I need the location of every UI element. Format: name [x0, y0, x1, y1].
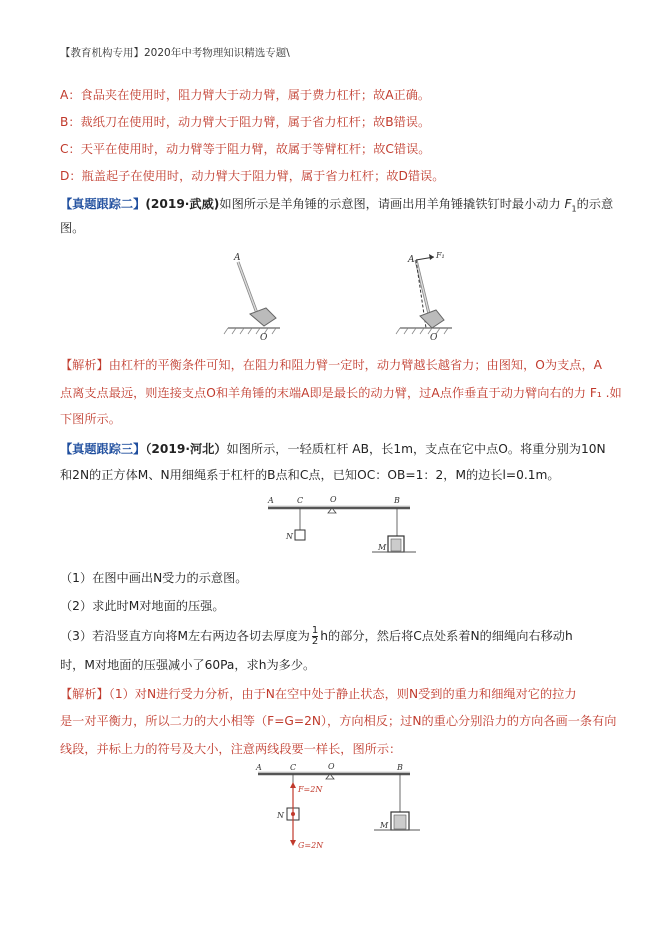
label-f1: F₁ [436, 251, 445, 260]
option-b: B：裁纸刀在使用时，动力臂大于阻力臂，属于省力杠杆；故B错误。 [60, 115, 431, 129]
question-2-text-tail: 的示意 [576, 197, 614, 211]
answer-2-line2: 点离支点最远，则连接支点O和羊角锤的末端A即是最长的动力臂，过A点作垂直于动力臂向右的力 F₁ .如 [60, 386, 622, 400]
label-n: N [277, 811, 284, 820]
fraction-denominator: 2 [311, 636, 319, 647]
lever-figure [260, 492, 420, 558]
question-3-line1 [60, 440, 608, 459]
label-o: O [328, 762, 335, 771]
label-m: M [380, 821, 389, 830]
sub-question-3-line2: 时，M对地面的压强减小了60Pa，求h为多少。 [60, 658, 316, 672]
answer-2-line1: 【解析】由杠杆的平衡条件可知，在阻力和阻力臂一定时，动力臂越长越省力；由图知，O为支点，A [60, 358, 602, 372]
question-2-tag: 【真题跟踪二】 [60, 197, 146, 211]
answer-3-line1: 【解析】（1）对N进行受力分析，由于N在空中处于静止状态，则N受到的重力和细绳对它的拉力 [60, 687, 577, 701]
lever-force-figure [250, 762, 440, 858]
sub-question-2: （2）求此时M对地面的压强。 [60, 599, 225, 613]
question-3-text: 如图所示，一轻质杠杆 AB，长1m，支点在它中点O。将重分别为10N [226, 442, 606, 456]
label-b: B [394, 496, 400, 505]
question-2-line1 [60, 195, 614, 218]
option-c: C：天平在使用时，动力臂等于阻力臂，故属于等臂杠杆；故C错误。 [60, 142, 431, 156]
fraction [312, 626, 318, 647]
sub-question-3-text-tail: h的部分，然后将C点处系着N的细绳向右移动h [320, 629, 573, 643]
label-force-g: G=2N [298, 841, 324, 850]
question-3-tag: 【真题跟踪三】 [60, 442, 146, 456]
label-o: O [330, 495, 337, 504]
label-n: N [286, 532, 293, 541]
answer-2-line3: 下图所示。 [60, 412, 121, 426]
option-a: A：食品夹在使用时，阻力臂大于动力臂，属于费力杠杆；故A正确。 [60, 88, 431, 102]
label-o-right: O [430, 333, 438, 343]
hammer-left [224, 253, 280, 343]
force-symbol: F [564, 197, 572, 211]
option-d: D：瓶盖起子在使用时，动力臂大于阻力臂，属于省力杠杆；故D错误。 [60, 169, 445, 183]
label-a-right: A [408, 255, 415, 265]
label-a: A [234, 253, 241, 263]
sub-question-3-line1 [60, 626, 608, 647]
label-m: M [378, 543, 387, 552]
label-force-f: F=2N [298, 785, 323, 794]
label-c: C [297, 496, 304, 505]
label-a: A [256, 763, 262, 772]
sub-question-1: （1）在图中画出N受力的示意图。 [60, 571, 248, 585]
label-b: B [397, 763, 403, 772]
question-2-source: (2019·武威) [145, 197, 220, 211]
question-2-line2: 图。 [60, 221, 85, 235]
label-a: A [268, 496, 274, 505]
hammer-figure [220, 248, 460, 344]
fraction-numerator: 1 [311, 625, 319, 636]
force-subscript: 1 [571, 204, 577, 214]
answer-3-line2: 是一对平衡力，所以二力的大小相等（F=G=2N），方向相反；过N的重心分别沿力的方向各画一条有向 [60, 714, 617, 728]
label-c: C [290, 763, 297, 772]
question-3-source: （2019·河北） [145, 442, 227, 456]
label-o: O [260, 333, 268, 343]
page-header: 【教育机构专用】2020年中考物理知识精选专题\ [60, 47, 290, 59]
hammer-right [396, 251, 452, 343]
answer-3-line3: 线段，并标上力的符号及大小，注意两线段要一样长，图所示： [60, 742, 402, 756]
question-3-line2: 和2N的正方体M、N用细绳系于杠杆的B点和C点，已知OC：OB=1：2，M的边长l=0.1m。 [60, 468, 560, 482]
sub-question-3-text: （3）若沿竖直方向将M左右两边各切去厚度为 [60, 629, 310, 643]
question-2-text: 如图所示是羊角锤的示意图，请画出用羊角锤撬铁钉时最小动力 [219, 197, 561, 211]
